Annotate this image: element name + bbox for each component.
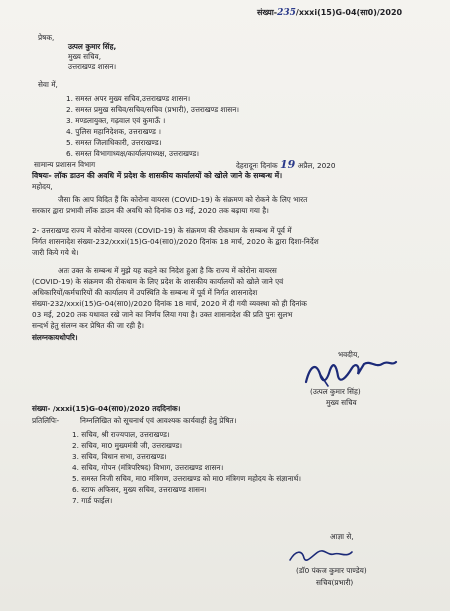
by-order: आज्ञा से, bbox=[330, 532, 354, 541]
chief-secretary-signature bbox=[300, 356, 400, 390]
recipient-item: 2. समस्त प्रमुख सचिव/सचिव/सचिव (प्रभारी), उत्तराखण्ड शासन। bbox=[66, 105, 240, 114]
department-name: सामान्य प्रशासन विभाग bbox=[34, 160, 96, 169]
para1-line: जैसा कि आप विदित हैं कि कोरोना वायरस (COVID-19) के संक्रमण को रोकने के लिए भारत bbox=[58, 195, 308, 204]
sender-office: उत्तराखण्ड शासन। bbox=[68, 62, 117, 71]
para3-line: अधिकारियों/कर्मचारियों की कार्यालय में उपस्थिति के सम्बन्ध में पूर्व में निर्गत शासनादेश bbox=[32, 288, 258, 297]
copy-item: 6. स्टाफ अफिसर, मुख्य सचिव, उत्तराखण्ड शासन। bbox=[72, 485, 207, 494]
recipient-item: 1. समस्त अपर मुख्य सचिव,उत्तराखण्ड शासन। bbox=[66, 94, 191, 103]
recipient-item: 5. समस्त जिलाधिकारी, उत्तराखण्ड। bbox=[66, 138, 162, 147]
recipient-item: 3. मण्डलायुक्त, गढ़वाल एवं कुमाऊँ । bbox=[66, 116, 166, 125]
secretary-name: (डॉ0 पंकज कुमार पाण्डेय) bbox=[296, 566, 367, 575]
handwritten-number: 235 bbox=[277, 8, 296, 18]
place-date bbox=[236, 160, 336, 170]
para2-line: जारी किये गये थे। bbox=[32, 248, 79, 257]
para2-line: निर्गत शासनादेश संख्या-232/xxxi(15)G-04(सा0)/2020 दिनांक 18 मार्च, 2020 के द्वारा दिशा-निर्देश bbox=[32, 237, 319, 246]
recipient-item: 4. पुलिस महानिदेशक, उत्तराखण्ड । bbox=[66, 127, 162, 136]
copy-item: 2. सचिव, मा0 मुख्यमंत्री जी, उत्तराखण्ड। bbox=[72, 441, 183, 450]
sender-label: प्रेषक, bbox=[38, 33, 55, 42]
copy-item: 7. गार्ड फाईल। bbox=[72, 496, 113, 505]
signatory-designation: मुख्य सचिव bbox=[326, 398, 357, 407]
para2-line: 2- उत्तराखण्ड राज्य में कोरोना वायरस (COVID-19) के संक्रमण की रोकथाम के सम्बन्ध में पूर्व में bbox=[32, 226, 292, 235]
copy-item: 3. सचिव, विधान सभा, उत्तराखण्ड। bbox=[72, 452, 167, 461]
letter-number bbox=[257, 8, 402, 18]
copy-item: 4. सचिव, गोपन (मंत्रिपरिषद) विभाग, उत्तराखण्ड शासन। bbox=[72, 463, 224, 472]
copy-item: 5. समस्त निजी सचिव, मा0 मंत्रिगण, उत्तराखण्ड को मा0 मंत्रिगण महोदय के संज्ञानार्थ। bbox=[72, 474, 302, 483]
recipients-label: सेवा में, bbox=[38, 80, 58, 89]
sender-name: उत्पल कुमार सिंह, bbox=[68, 42, 117, 51]
para3-line: सन्दर्भ हेतु संलग्न कर प्रेषित की जा रही है। bbox=[32, 321, 144, 330]
copy-intro: निम्नलिखित को सूचनार्थ एवं आवश्यक कार्यवाही हेतु प्रेषित। bbox=[80, 416, 237, 425]
number-prefix: संख्या- bbox=[257, 8, 278, 17]
para3-line: संख्या-232/xxxi(15)G-04(सा0)/2020 दिनांक 18 मार्च, 2020 में दी गयी व्यवस्था को ही दिनांक bbox=[32, 299, 307, 308]
handwritten-date: 19 bbox=[279, 158, 296, 171]
signatory-name: (उत्पल कुमार सिंह) bbox=[310, 387, 361, 396]
copy-number-line: संख्या- /xxxi(15)G-04(सा0)/2020 तददिनांक। bbox=[32, 404, 181, 413]
para3-line: 03 मई, 2020 तक यथावत रखे जाने का निर्णय लिया गया है। उक्त शासनादेश की प्रति पुनः सुलभ bbox=[32, 310, 293, 319]
enclosure-note: संलग्नकःयथोपरि। bbox=[32, 333, 78, 342]
copy-label: प्रतिलिपिः- bbox=[32, 416, 60, 425]
copy-item: 1. सचिव, श्री राज्यपाल, उत्तराखण्ड। bbox=[72, 430, 170, 439]
secretary-designation: सचिव(प्रभारी) bbox=[316, 578, 354, 587]
number-suffix: /xxxi(15)G-04(सा0)/2020 bbox=[295, 8, 403, 17]
yours-faithfully: भवदीय, bbox=[338, 350, 360, 359]
subject-line: विषयः- लॉक डाउन की अवधि में प्रदेश के शासकीय कार्यालयों को खोले जाने के सम्बन्ध में। bbox=[32, 171, 283, 180]
date-prefix: देहरादूनः दिनांक bbox=[236, 161, 278, 170]
recipient-item: 6. समस्त विभागाध्यक्ष/कार्यालयाध्यक्ष, उत्तराखण्ड। bbox=[66, 149, 200, 158]
para3-line: अतः उक्त के सम्बन्ध में मुझे यह कहने का निदेश हुआ है कि राज्य में कोरोना वायरस bbox=[58, 266, 277, 275]
para3-line: (COVID-19) के संक्रमण की रोकथाम के लिए प्रदेश के शासकीय कार्यालयों को खोले जाने एवं bbox=[32, 277, 284, 286]
sender-designation: मुख्य सचिव, bbox=[68, 52, 102, 61]
para1-line: सरकार द्वारा प्रभावी लॉक डाउन की अवधि को दिनांक 03 मई, 2020 तक बढ़ाया गया है। bbox=[32, 206, 269, 215]
secretary-signature bbox=[286, 546, 356, 566]
date-suffix: अप्रैल, 2020 bbox=[297, 161, 336, 170]
salutation: महोदय, bbox=[32, 182, 53, 191]
